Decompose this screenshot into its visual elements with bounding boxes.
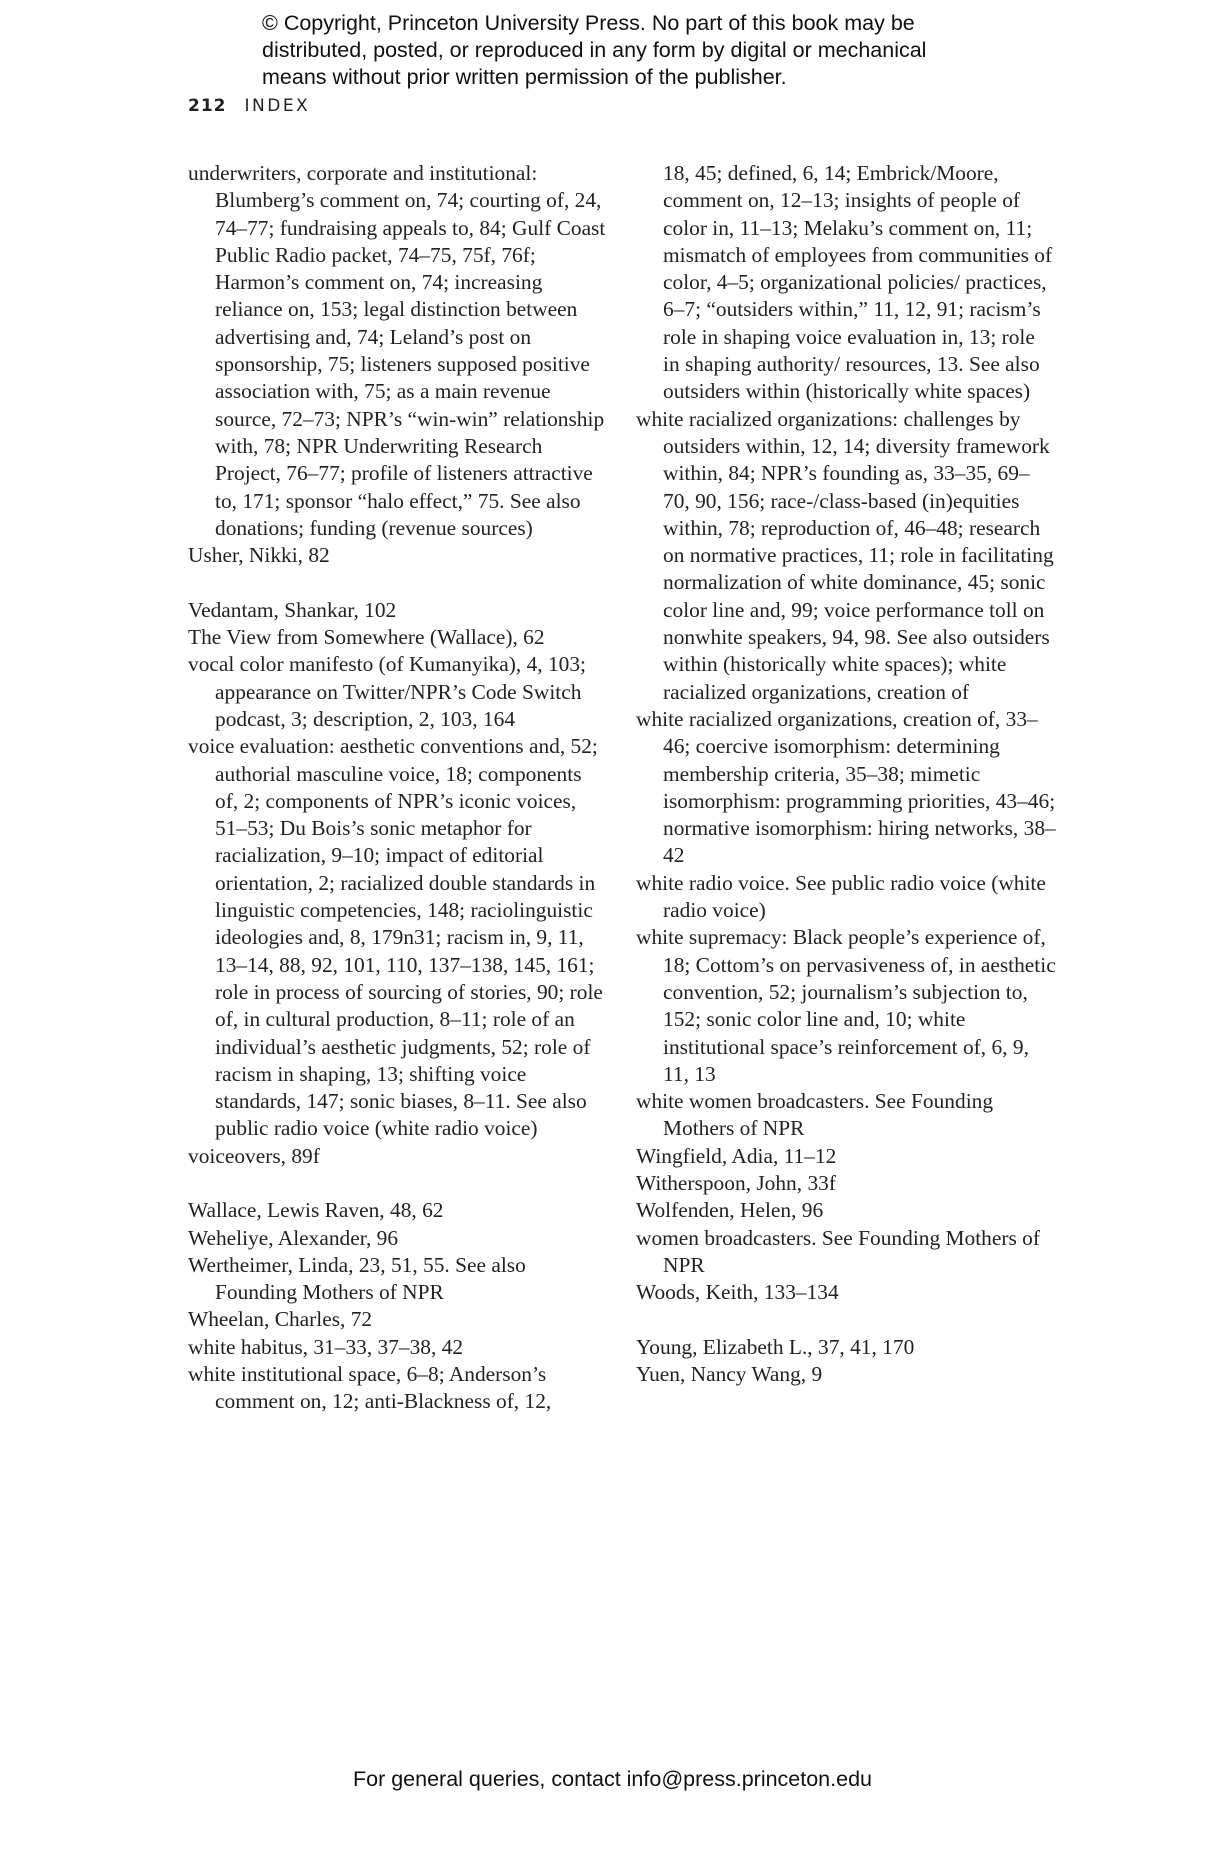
index-entry: Weheliye, Alexander, 96 <box>188 1225 399 1250</box>
copyright-line: distributed, posted, or reproduced in any form by digital or mechanical <box>262 38 927 62</box>
index-entry: Young, Elizabeth L., 37, 41, 170 <box>636 1334 915 1359</box>
index-entry: Woods, Keith, 133–134 <box>636 1280 839 1305</box>
index-entry-continued: 18, 45; defined, 6, 14; Embrick/Moore, comment on, 12–13; insights of people of color in, 11–13; Melaku’s comment on, 11; mismatch of employees from communities of color, 4–5; organizational policies/ practices, 6–7; “outsiders within,” 11, 12, 91; racism’s role in shaping voice evaluation in, 13; role in shaping authority/ resources, 13. See also outsiders within (historically white spaces) <box>663 161 1053 404</box>
letter-group-gap <box>636 1306 1056 1333</box>
index-entry: Vedantam, Shankar, 102 <box>188 597 397 622</box>
index-entry: vocal color manifesto (of Kumanyika), 4, 103; appearance on Twitter/NPR’s Code Switch podcast, 3; description, 2, 103, 164 <box>188 652 586 731</box>
copyright-line: © Copyright, Princeton University Press. No part of this book may be <box>262 11 915 35</box>
index-entry: The View from Somewhere (Wallace), 62 <box>188 625 545 650</box>
index-entry: voiceovers, 89f <box>188 1143 320 1168</box>
letter-group-gap <box>188 1170 608 1197</box>
index-entry: white supremacy: Black people’s experience of, 18; Cottom’s on pervasiveness of, in aesthetic convention, 52; journalism’s subjection to, 152; sonic color line and, 10; white institutional space’s reinforcement of, 6, 9, 11, 13 <box>636 925 1056 1086</box>
index-entry: Witherspoon, John, 33f <box>636 1170 836 1195</box>
index-column-left <box>188 160 608 1416</box>
running-head <box>188 96 310 116</box>
index-entry: white institutional space, 6–8; Anderson’s comment on, 12; anti-Blackness of, 12, <box>188 1362 552 1414</box>
index-entry: Wingfield, Adia, 11–12 <box>636 1143 837 1168</box>
index-entry: Usher, Nikki, 82 <box>188 543 330 568</box>
footer-contact: For general queries, contact info@press.princeton.edu <box>352 1767 872 1791</box>
index-entry: Yuen, Nancy Wang, 9 <box>636 1362 823 1387</box>
section-title: INDEX <box>244 96 311 116</box>
index-entry: women broadcasters. See Founding Mothers of NPR <box>636 1225 1040 1277</box>
index-entry: Wolfenden, Helen, 96 <box>636 1198 824 1223</box>
index-entry: white racialized organizations: challenges by outsiders within, 12, 14; diversity framework within, 84; NPR’s founding as, 33–35, 69–70, 90, 156; race-/class-based (in)equities within, 78; reproduction of, 46–48; research on normative practices, 11; role in facilitating normalization of white dominance, 45; sonic color line and, 99; voice performance toll on nonwhite speakers, 94, 98. See also outsiders within (historically white spaces); white racialized organizations, creation of <box>636 406 1054 704</box>
index-entry: voice evaluation: aesthetic conventions and, 52; authorial masculine voice, 18; components of, 2; components of NPR’s iconic voices, 51–53; Du Bois’s sonic metaphor for racialization, 9–10; impact of editorial orientation, 2; racialized double standards in linguistic competencies, 148; raciolinguistic ideologies and, 8, 179n31; racism in, 9, 11, 13–14, 88, 92, 101, 110, 137–138, 145, 161; role in process of sourcing of stories, 90; role of, in cultural production, 8–11; role of an individual’s aesthetic judgments, 52; role of racism in shaping, 13; shifting voice standards, 147; sonic biases, 8–11. See also public radio voice (white radio voice) <box>188 734 603 1141</box>
index-entry: white racialized organizations, creation of, 33–46; coercive isomorphism: determining membership criteria, 35–38; mimetic isomorphism: programming priorities, 43–46; normative isomorphism: hiring networks, 38–42 <box>636 706 1056 868</box>
index-entry: Wallace, Lewis Raven, 48, 62 <box>188 1198 444 1223</box>
index-entry: underwriters, corporate and institutional: Blumberg’s comment on, 74; courting of, 24, 74–77; fundraising appeals to, 84; Gulf Coast Public Radio packet, 74–75, 75f, 76f; Harmon’s comment on, 74; increasing reliance on, 153; legal distinction between advertising and, 74; Leland’s post on sponsorship, 75; listeners supposed positive association with, 75; as a main revenue source, 72–73; NPR’s “win-win” relationship with, 78; NPR Underwriting Research Project, 76–77; profile of listeners attractive to, 171; sponsor “halo effect,” 75. See also donations; funding (revenue sources) <box>188 161 606 540</box>
letter-group-gap <box>188 569 608 596</box>
page-number: 212 <box>188 96 227 116</box>
index-entry: Wheelan, Charles, 72 <box>188 1307 373 1332</box>
copyright-notice <box>262 10 1022 91</box>
index-entry: white radio voice. See public radio voice (white radio voice) <box>636 870 1046 923</box>
index-entry: white habitus, 31–33, 37–38, 42 <box>188 1334 464 1359</box>
index-column-right <box>636 160 1056 1388</box>
index-entry: white women broadcasters. See Founding Mothers of NPR <box>636 1089 994 1141</box>
copyright-line: means without prior written permission of the publisher. <box>262 65 787 89</box>
index-entry: Wertheimer, Linda, 23, 51, 55. See also Founding Mothers of NPR <box>188 1252 526 1305</box>
